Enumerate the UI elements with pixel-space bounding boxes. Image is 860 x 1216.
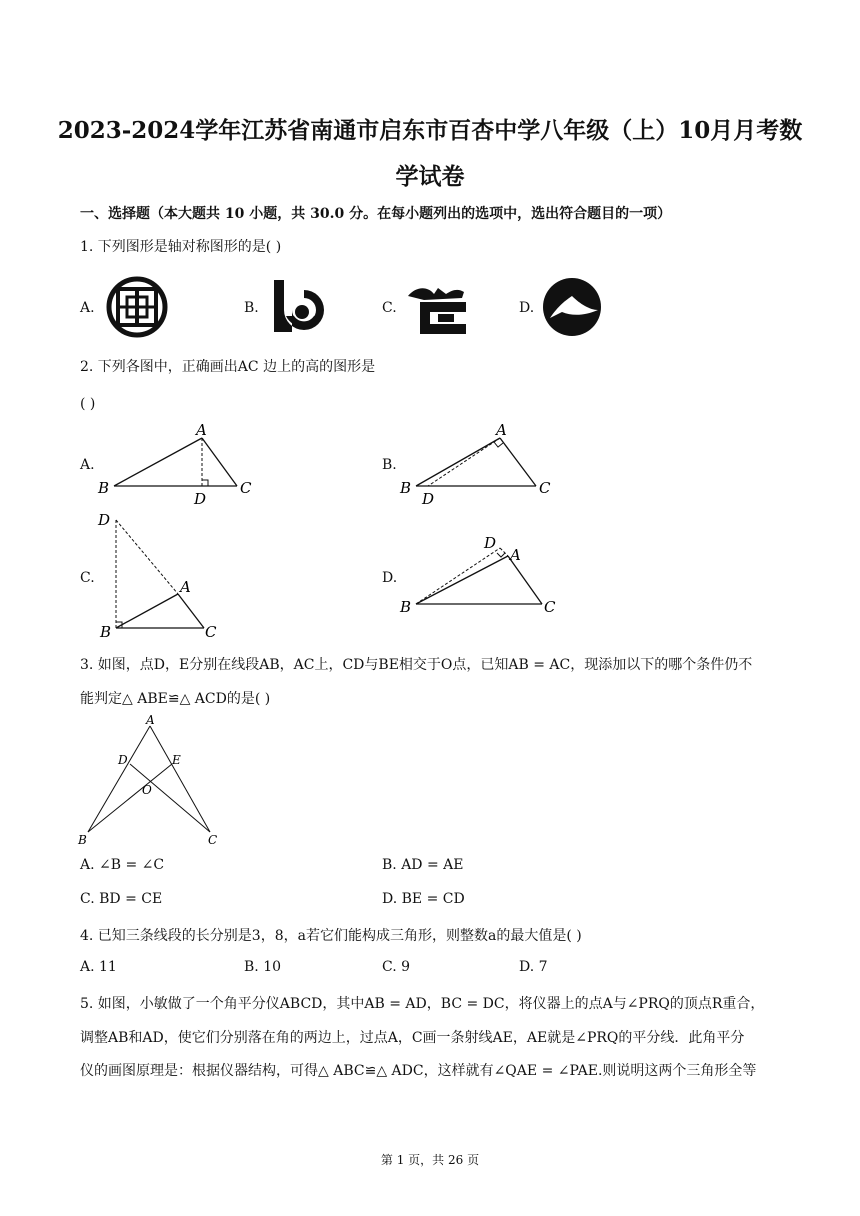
label-c: C [539, 479, 551, 497]
label-e: E [172, 753, 181, 767]
section-heading: 一、选择题（本大题共 10 小题，共 30.0 分。在每小题列出的选项中，选出符合题目的一项） [80, 206, 672, 222]
label-o: O [142, 783, 152, 797]
label-a: A [496, 421, 507, 439]
label-c: C [240, 479, 252, 497]
question-4-stem: 4. 已知三条线段的长分别是3，8，a若它们能构成三角形，则整数a的最大值是( ) [80, 928, 582, 944]
q4-option-a: A. 11 [80, 959, 117, 975]
question-2-paren: ( ) [80, 396, 96, 412]
q4-option-d: D. 7 [519, 959, 548, 975]
label-a: A [196, 421, 207, 439]
label-b: B [100, 623, 112, 641]
label-b: B [400, 479, 412, 497]
question-5-line3: 仪的画图原理是：根据仪器结构，可得△ ABC≌△ ADC，这样就有∠QAE = ∠PAE.则说明这两个三角形全等 [80, 1063, 757, 1079]
question-5-line2: 调整AB和AD，使它们分别落在角的两边上，过点A，C画一条射线AE，AE就是∠PRQ的平分线．此角平分 [80, 1030, 745, 1046]
q3-option-c: C. BD = CE [80, 891, 163, 907]
label-d: D [422, 490, 435, 508]
q1-option-d-label: D. [519, 300, 535, 316]
page-title-line2: 学试卷 [395, 163, 465, 190]
q1-option-a-label: A. [80, 300, 95, 316]
q3-figure [76, 712, 226, 850]
q2-figure-d [396, 532, 566, 622]
q2-figure-a [92, 418, 262, 508]
page-title-line1: 2023-2024学年江苏省南通市启东市百杏中学八年级（上）10月月考数 [57, 117, 803, 144]
q3-option-a: A. ∠B = ∠C [80, 857, 165, 873]
label-a: A [510, 546, 521, 564]
page-footer: 第 1 页，共 26 页 [380, 1153, 480, 1167]
logo-icon-a [104, 276, 170, 338]
q2-option-b-label: B. [382, 457, 397, 473]
q3-option-d: D. BE = CD [382, 891, 465, 907]
label-a: A [180, 578, 191, 596]
label-d: D [118, 753, 128, 767]
label-b: B [98, 479, 110, 497]
question-3-stem-line2: 能判定△ ABE≌△ ACD的是( ) [80, 691, 271, 707]
label-d: D [194, 490, 207, 508]
label-c: C [544, 598, 556, 616]
q2-option-d-label: D. [382, 570, 398, 586]
label-b: B [78, 833, 87, 847]
logo-icon-c [404, 276, 474, 338]
label-a: A [146, 713, 155, 727]
question-3-stem-line1: 3. 如图，点D，E分别在线段AB，AC上，CD与BE相交于O点，已知AB = AC，现添加以下的哪个条件仍不 [80, 657, 753, 673]
label-c: C [205, 623, 217, 641]
q1-option-c-label: C. [382, 300, 397, 316]
question-5-line1: 5. 如图，小敏做了一个角平分仪ABCD，其中AB = AD，BC = DC，将仪器上的点A与∠PRQ的顶点R重合， [80, 996, 765, 1012]
q2-option-c-label: C. [80, 570, 95, 586]
q4-option-c: C. 9 [382, 959, 411, 975]
q2-figure-c [92, 508, 232, 643]
logo-icon-d [540, 276, 606, 338]
q2-option-a-label: A. [80, 457, 95, 473]
q1-option-b-label: B. [244, 300, 259, 316]
q4-option-b: B. 10 [244, 959, 282, 975]
label-d: D [484, 534, 497, 552]
label-d: D [98, 511, 111, 529]
label-b: B [400, 598, 412, 616]
question-2-stem: 2. 下列各图中，正确画出AC 边上的高的图形是 [80, 359, 376, 375]
q2-figure-b [396, 418, 566, 508]
label-c: C [208, 833, 218, 847]
q3-option-b: B. AD = AE [382, 857, 464, 873]
question-1-stem: 1. 下列图形是轴对称图形的是( ) [80, 239, 282, 255]
logo-icon-b [264, 276, 330, 338]
